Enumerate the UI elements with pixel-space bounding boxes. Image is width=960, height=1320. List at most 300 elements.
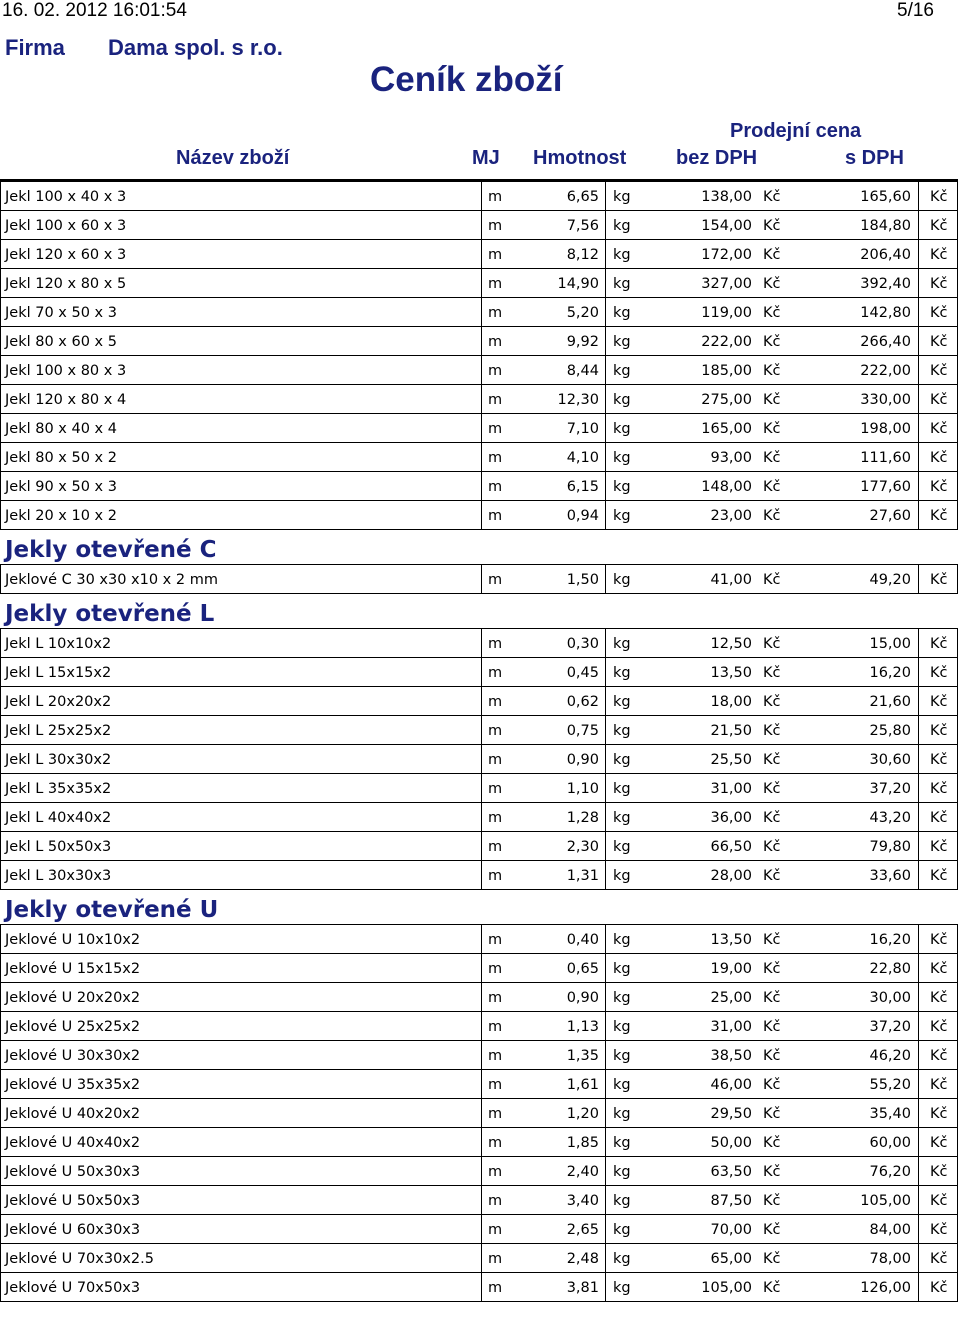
item-weight: 1,85 bbox=[566, 1135, 599, 1151]
item-unit: m bbox=[488, 961, 503, 977]
cell-divider bbox=[481, 1099, 482, 1127]
item-unit: m bbox=[488, 1164, 503, 1180]
cell-divider bbox=[605, 414, 606, 442]
item-name: Jekl L 15x15x2 bbox=[5, 665, 112, 681]
cell-divider bbox=[605, 501, 606, 529]
currency-label: Kč bbox=[763, 752, 781, 768]
currency-label: Kč bbox=[930, 392, 948, 408]
currency-label: Kč bbox=[763, 1135, 781, 1151]
item-price-inc: 198,00 bbox=[860, 421, 911, 437]
item-price-inc: 206,40 bbox=[860, 247, 911, 263]
item-price-inc: 142,80 bbox=[860, 305, 911, 321]
item-unit: m bbox=[488, 305, 503, 321]
item-name: Jekl L 40x40x2 bbox=[5, 810, 112, 826]
section-heading: Jekly otevřené L bbox=[5, 601, 215, 627]
currency-label: Kč bbox=[763, 421, 781, 437]
weight-unit: kg bbox=[613, 421, 631, 437]
weight-unit: kg bbox=[613, 932, 631, 948]
item-price-inc: 266,40 bbox=[860, 334, 911, 350]
cell-divider bbox=[481, 803, 482, 831]
currency-label: Kč bbox=[930, 752, 948, 768]
weight-unit: kg bbox=[613, 363, 631, 379]
item-price-inc: 25,80 bbox=[869, 723, 911, 739]
item-unit: m bbox=[488, 839, 503, 855]
cell-divider bbox=[481, 1215, 482, 1243]
table-row bbox=[0, 298, 958, 327]
cell-divider bbox=[918, 925, 919, 953]
item-name: Jekl 80 x 60 x 5 bbox=[5, 334, 117, 350]
table-row bbox=[0, 924, 958, 954]
item-name: Jekl L 25x25x2 bbox=[5, 723, 112, 739]
cell-divider bbox=[481, 954, 482, 982]
item-weight: 12,30 bbox=[557, 392, 599, 408]
item-price-inc: 16,20 bbox=[869, 932, 911, 948]
cell-divider bbox=[918, 1128, 919, 1156]
item-price-ex: 25,00 bbox=[710, 990, 752, 1006]
item-name: Jeklové U 40x40x2 bbox=[5, 1135, 141, 1151]
item-name: Jeklové U 30x30x2 bbox=[5, 1048, 141, 1064]
table-row bbox=[0, 1041, 958, 1070]
table-row bbox=[0, 443, 958, 472]
currency-label: Kč bbox=[763, 932, 781, 948]
item-weight: 7,56 bbox=[566, 218, 599, 234]
currency-label: Kč bbox=[763, 839, 781, 855]
item-price-ex: 19,00 bbox=[710, 961, 752, 977]
weight-unit: kg bbox=[613, 1193, 631, 1209]
cell-divider bbox=[605, 925, 606, 953]
table-row bbox=[0, 269, 958, 298]
item-unit: m bbox=[488, 781, 503, 797]
item-price-inc: 105,00 bbox=[860, 1193, 911, 1209]
weight-unit: kg bbox=[613, 665, 631, 681]
item-weight: 1,20 bbox=[566, 1106, 599, 1122]
item-price-ex: 148,00 bbox=[701, 479, 752, 495]
item-name: Jekl 80 x 50 x 2 bbox=[5, 450, 117, 466]
item-unit: m bbox=[488, 1280, 503, 1296]
currency-label: Kč bbox=[930, 810, 948, 826]
item-price-inc: 46,20 bbox=[869, 1048, 911, 1064]
cell-divider bbox=[605, 861, 606, 889]
item-weight: 2,65 bbox=[566, 1222, 599, 1238]
item-price-ex: 119,00 bbox=[701, 305, 752, 321]
table-row bbox=[0, 1070, 958, 1099]
item-weight: 2,40 bbox=[566, 1164, 599, 1180]
table-row bbox=[0, 687, 958, 716]
cell-divider bbox=[605, 1215, 606, 1243]
weight-unit: kg bbox=[613, 723, 631, 739]
item-price-inc: 392,40 bbox=[860, 276, 911, 292]
cell-divider bbox=[605, 954, 606, 982]
item-price-inc: 30,00 bbox=[869, 990, 911, 1006]
currency-label: Kč bbox=[763, 781, 781, 797]
currency-label: Kč bbox=[930, 694, 948, 710]
weight-unit: kg bbox=[613, 334, 631, 350]
item-price-inc: 78,00 bbox=[869, 1251, 911, 1267]
cell-divider bbox=[481, 565, 482, 593]
item-unit: m bbox=[488, 636, 503, 652]
item-price-ex: 65,00 bbox=[710, 1251, 752, 1267]
cell-divider bbox=[918, 954, 919, 982]
table-row bbox=[0, 181, 958, 211]
currency-label: Kč bbox=[763, 1164, 781, 1180]
item-weight: 4,10 bbox=[566, 450, 599, 466]
weight-unit: kg bbox=[613, 450, 631, 466]
item-price-ex: 138,00 bbox=[701, 189, 752, 205]
currency-label: Kč bbox=[930, 189, 948, 205]
section-heading: Jekly otevřené U bbox=[5, 897, 219, 923]
item-unit: m bbox=[488, 334, 503, 350]
weight-unit: kg bbox=[613, 961, 631, 977]
item-price-inc: 16,20 bbox=[869, 665, 911, 681]
currency-label: Kč bbox=[930, 218, 948, 234]
item-name: Jeklové U 70x50x3 bbox=[5, 1280, 141, 1296]
currency-label: Kč bbox=[930, 868, 948, 884]
currency-label: Kč bbox=[763, 1251, 781, 1267]
item-name: Jeklové U 25x25x2 bbox=[5, 1019, 141, 1035]
weight-unit: kg bbox=[613, 694, 631, 710]
cell-divider bbox=[481, 832, 482, 860]
cell-divider bbox=[918, 565, 919, 593]
item-price-ex: 21,50 bbox=[710, 723, 752, 739]
item-unit: m bbox=[488, 479, 503, 495]
item-unit: m bbox=[488, 1222, 503, 1238]
currency-label: Kč bbox=[763, 508, 781, 524]
currency-label: Kč bbox=[763, 189, 781, 205]
currency-label: Kč bbox=[930, 781, 948, 797]
table-row bbox=[0, 1186, 958, 1215]
item-weight: 3,40 bbox=[566, 1193, 599, 1209]
weight-unit: kg bbox=[613, 189, 631, 205]
item-weight: 0,94 bbox=[566, 508, 599, 524]
table-row bbox=[0, 1012, 958, 1041]
currency-label: Kč bbox=[930, 305, 948, 321]
table-row bbox=[0, 472, 958, 501]
item-name: Jekl 120 x 80 x 5 bbox=[5, 276, 127, 292]
weight-unit: kg bbox=[613, 392, 631, 408]
cell-divider bbox=[918, 1070, 919, 1098]
cell-divider bbox=[605, 1128, 606, 1156]
cell-divider bbox=[605, 1041, 606, 1069]
item-weight: 0,45 bbox=[566, 665, 599, 681]
cell-divider bbox=[605, 716, 606, 744]
item-unit: m bbox=[488, 421, 503, 437]
item-price-ex: 46,00 bbox=[710, 1077, 752, 1093]
currency-label: Kč bbox=[763, 572, 781, 588]
table-row bbox=[0, 1157, 958, 1186]
cell-divider bbox=[605, 1186, 606, 1214]
item-price-ex: 66,50 bbox=[710, 839, 752, 855]
item-weight: 0,62 bbox=[566, 694, 599, 710]
cell-divider bbox=[481, 1186, 482, 1214]
currency-label: Kč bbox=[763, 450, 781, 466]
item-weight: 0,90 bbox=[566, 752, 599, 768]
item-name: Jekl 100 x 40 x 3 bbox=[5, 189, 127, 205]
item-weight: 1,13 bbox=[566, 1019, 599, 1035]
table-row bbox=[0, 954, 958, 983]
item-price-inc: 33,60 bbox=[869, 868, 911, 884]
cell-divider bbox=[918, 1215, 919, 1243]
currency-label: Kč bbox=[930, 990, 948, 1006]
table-row bbox=[0, 1273, 958, 1302]
table-row bbox=[0, 716, 958, 745]
item-unit: m bbox=[488, 932, 503, 948]
item-unit: m bbox=[488, 276, 503, 292]
item-price-ex: 23,00 bbox=[710, 508, 752, 524]
item-price-inc: 222,00 bbox=[860, 363, 911, 379]
cell-divider bbox=[481, 861, 482, 889]
item-name: Jekl 90 x 50 x 3 bbox=[5, 479, 117, 495]
weight-unit: kg bbox=[613, 1280, 631, 1296]
cell-divider bbox=[481, 182, 482, 210]
currency-label: Kč bbox=[763, 1048, 781, 1064]
currency-label: Kč bbox=[763, 305, 781, 321]
item-unit: m bbox=[488, 1048, 503, 1064]
cell-divider bbox=[481, 472, 482, 500]
weight-unit: kg bbox=[613, 1251, 631, 1267]
item-name: Jekl L 50x50x3 bbox=[5, 839, 112, 855]
table-row bbox=[0, 356, 958, 385]
currency-label: Kč bbox=[930, 1106, 948, 1122]
currency-label: Kč bbox=[763, 276, 781, 292]
item-name: Jeklové U 50x30x3 bbox=[5, 1164, 141, 1180]
cell-divider bbox=[918, 803, 919, 831]
item-price-inc: 55,20 bbox=[869, 1077, 911, 1093]
item-price-ex: 41,00 bbox=[710, 572, 752, 588]
table-row bbox=[0, 628, 958, 658]
weight-unit: kg bbox=[613, 305, 631, 321]
cell-divider bbox=[918, 1041, 919, 1069]
weight-unit: kg bbox=[613, 1019, 631, 1035]
weight-unit: kg bbox=[613, 218, 631, 234]
item-price-inc: 22,80 bbox=[869, 961, 911, 977]
cell-divider bbox=[918, 385, 919, 413]
weight-unit: kg bbox=[613, 839, 631, 855]
item-price-ex: 12,50 bbox=[710, 636, 752, 652]
currency-label: Kč bbox=[763, 961, 781, 977]
weight-unit: kg bbox=[613, 1106, 631, 1122]
cell-divider bbox=[605, 1273, 606, 1301]
weight-unit: kg bbox=[613, 276, 631, 292]
item-price-ex: 93,00 bbox=[710, 450, 752, 466]
table-row bbox=[0, 211, 958, 240]
weight-unit: kg bbox=[613, 752, 631, 768]
table-row bbox=[0, 658, 958, 687]
currency-label: Kč bbox=[763, 1106, 781, 1122]
cell-divider bbox=[605, 745, 606, 773]
item-weight: 0,65 bbox=[566, 961, 599, 977]
cell-divider bbox=[918, 1273, 919, 1301]
weight-unit: kg bbox=[613, 508, 631, 524]
item-price-ex: 13,50 bbox=[710, 665, 752, 681]
table-row bbox=[0, 803, 958, 832]
item-price-inc: 165,60 bbox=[860, 189, 911, 205]
item-unit: m bbox=[488, 508, 503, 524]
cell-divider bbox=[481, 356, 482, 384]
item-price-inc: 79,80 bbox=[869, 839, 911, 855]
item-weight: 3,81 bbox=[566, 1280, 599, 1296]
item-name: Jekl 120 x 80 x 4 bbox=[5, 392, 127, 408]
cell-divider bbox=[605, 983, 606, 1011]
cell-divider bbox=[918, 327, 919, 355]
cell-divider bbox=[605, 658, 606, 686]
currency-label: Kč bbox=[930, 450, 948, 466]
item-price-inc: 177,60 bbox=[860, 479, 911, 495]
table-row bbox=[0, 745, 958, 774]
table-row bbox=[0, 832, 958, 861]
price-list-table bbox=[0, 181, 958, 1302]
item-price-inc: 37,20 bbox=[869, 781, 911, 797]
currency-label: Kč bbox=[930, 1077, 948, 1093]
cell-divider bbox=[481, 211, 482, 239]
cell-divider bbox=[918, 774, 919, 802]
item-unit: m bbox=[488, 665, 503, 681]
currency-label: Kč bbox=[763, 1077, 781, 1093]
cell-divider bbox=[481, 1041, 482, 1069]
item-weight: 6,15 bbox=[566, 479, 599, 495]
cell-divider bbox=[918, 832, 919, 860]
currency-label: Kč bbox=[763, 990, 781, 1006]
table-row bbox=[0, 327, 958, 356]
currency-label: Kč bbox=[930, 665, 948, 681]
currency-label: Kč bbox=[930, 1251, 948, 1267]
weight-unit: kg bbox=[613, 1164, 631, 1180]
currency-label: Kč bbox=[763, 636, 781, 652]
item-price-inc: 111,60 bbox=[860, 450, 911, 466]
cell-divider bbox=[918, 298, 919, 326]
item-name: Jekl 70 x 50 x 3 bbox=[5, 305, 117, 321]
cell-divider bbox=[918, 1186, 919, 1214]
currency-label: Kč bbox=[930, 1222, 948, 1238]
table-row bbox=[0, 1244, 958, 1273]
table-row bbox=[0, 385, 958, 414]
column-header-mj: MJ bbox=[472, 147, 500, 169]
item-price-ex: 70,00 bbox=[710, 1222, 752, 1238]
table-row bbox=[0, 1099, 958, 1128]
currency-label: Kč bbox=[930, 334, 948, 350]
item-weight: 0,40 bbox=[566, 932, 599, 948]
firma-label: Firma bbox=[5, 35, 65, 60]
item-unit: m bbox=[488, 810, 503, 826]
item-unit: m bbox=[488, 1077, 503, 1093]
item-name: Jekl L 10x10x2 bbox=[5, 636, 112, 652]
weight-unit: kg bbox=[613, 1135, 631, 1151]
cell-divider bbox=[481, 385, 482, 413]
item-price-inc: 15,00 bbox=[869, 636, 911, 652]
currency-label: Kč bbox=[930, 363, 948, 379]
cell-divider bbox=[605, 774, 606, 802]
table-row bbox=[0, 414, 958, 443]
item-weight: 1,31 bbox=[566, 868, 599, 884]
cell-divider bbox=[918, 687, 919, 715]
item-price-inc: 43,20 bbox=[869, 810, 911, 826]
cell-divider bbox=[481, 1157, 482, 1185]
item-price-ex: 31,00 bbox=[710, 1019, 752, 1035]
cell-divider bbox=[918, 211, 919, 239]
item-unit: m bbox=[488, 189, 503, 205]
cell-divider bbox=[605, 298, 606, 326]
item-name: Jekl 20 x 10 x 2 bbox=[5, 508, 117, 524]
currency-label: Kč bbox=[763, 334, 781, 350]
item-name: Jekl L 30x30x3 bbox=[5, 868, 112, 884]
firma-value: Dama spol. s r.o. bbox=[108, 35, 283, 60]
cell-divider bbox=[918, 443, 919, 471]
table-row bbox=[0, 240, 958, 269]
currency-label: Kč bbox=[930, 276, 948, 292]
cell-divider bbox=[481, 745, 482, 773]
item-unit: m bbox=[488, 392, 503, 408]
item-name: Jeklové U 50x50x3 bbox=[5, 1193, 141, 1209]
item-unit: m bbox=[488, 723, 503, 739]
column-header-price-group: Prodejní cena bbox=[730, 120, 862, 142]
currency-label: Kč bbox=[930, 1280, 948, 1296]
item-weight: 9,92 bbox=[566, 334, 599, 350]
item-name: Jeklové U 15x15x2 bbox=[5, 961, 141, 977]
weight-unit: kg bbox=[613, 479, 631, 495]
cell-divider bbox=[918, 983, 919, 1011]
column-header-name: Název zboží bbox=[176, 147, 290, 169]
item-weight: 2,48 bbox=[566, 1251, 599, 1267]
cell-divider bbox=[481, 327, 482, 355]
weight-unit: kg bbox=[613, 868, 631, 884]
cell-divider bbox=[918, 240, 919, 268]
item-price-ex: 275,00 bbox=[701, 392, 752, 408]
cell-divider bbox=[605, 1099, 606, 1127]
item-unit: m bbox=[488, 1251, 503, 1267]
item-unit: m bbox=[488, 1019, 503, 1035]
cell-divider bbox=[605, 1157, 606, 1185]
item-price-ex: 165,00 bbox=[701, 421, 752, 437]
item-weight: 6,65 bbox=[566, 189, 599, 205]
weight-unit: kg bbox=[613, 1077, 631, 1093]
item-weight: 2,30 bbox=[566, 839, 599, 855]
item-price-inc: 330,00 bbox=[860, 392, 911, 408]
item-price-ex: 87,50 bbox=[710, 1193, 752, 1209]
cell-divider bbox=[605, 1012, 606, 1040]
item-price-inc: 27,60 bbox=[869, 508, 911, 524]
cell-divider bbox=[481, 298, 482, 326]
item-unit: m bbox=[488, 1193, 503, 1209]
item-weight: 1,35 bbox=[566, 1048, 599, 1064]
cell-divider bbox=[481, 925, 482, 953]
cell-divider bbox=[481, 501, 482, 529]
currency-label: Kč bbox=[930, 932, 948, 948]
weight-unit: kg bbox=[613, 990, 631, 1006]
currency-label: Kč bbox=[930, 839, 948, 855]
cell-divider bbox=[481, 1070, 482, 1098]
item-price-inc: 84,00 bbox=[869, 1222, 911, 1238]
item-price-ex: 154,00 bbox=[701, 218, 752, 234]
currency-label: Kč bbox=[930, 421, 948, 437]
item-unit: m bbox=[488, 218, 503, 234]
item-price-inc: 76,20 bbox=[869, 1164, 911, 1180]
item-name: Jekl 80 x 40 x 4 bbox=[5, 421, 117, 437]
cell-divider bbox=[605, 1244, 606, 1272]
item-unit: m bbox=[488, 868, 503, 884]
item-price-inc: 60,00 bbox=[869, 1135, 911, 1151]
currency-label: Kč bbox=[930, 1193, 948, 1209]
currency-label: Kč bbox=[763, 1019, 781, 1035]
cell-divider bbox=[481, 629, 482, 657]
item-weight: 7,10 bbox=[566, 421, 599, 437]
cell-divider bbox=[481, 1012, 482, 1040]
item-weight: 0,30 bbox=[566, 636, 599, 652]
currency-label: Kč bbox=[930, 723, 948, 739]
cell-divider bbox=[605, 565, 606, 593]
item-weight: 14,90 bbox=[557, 276, 599, 292]
cell-divider bbox=[481, 687, 482, 715]
item-price-ex: 28,00 bbox=[710, 868, 752, 884]
section-heading: Jekly otevřené C bbox=[5, 537, 217, 563]
